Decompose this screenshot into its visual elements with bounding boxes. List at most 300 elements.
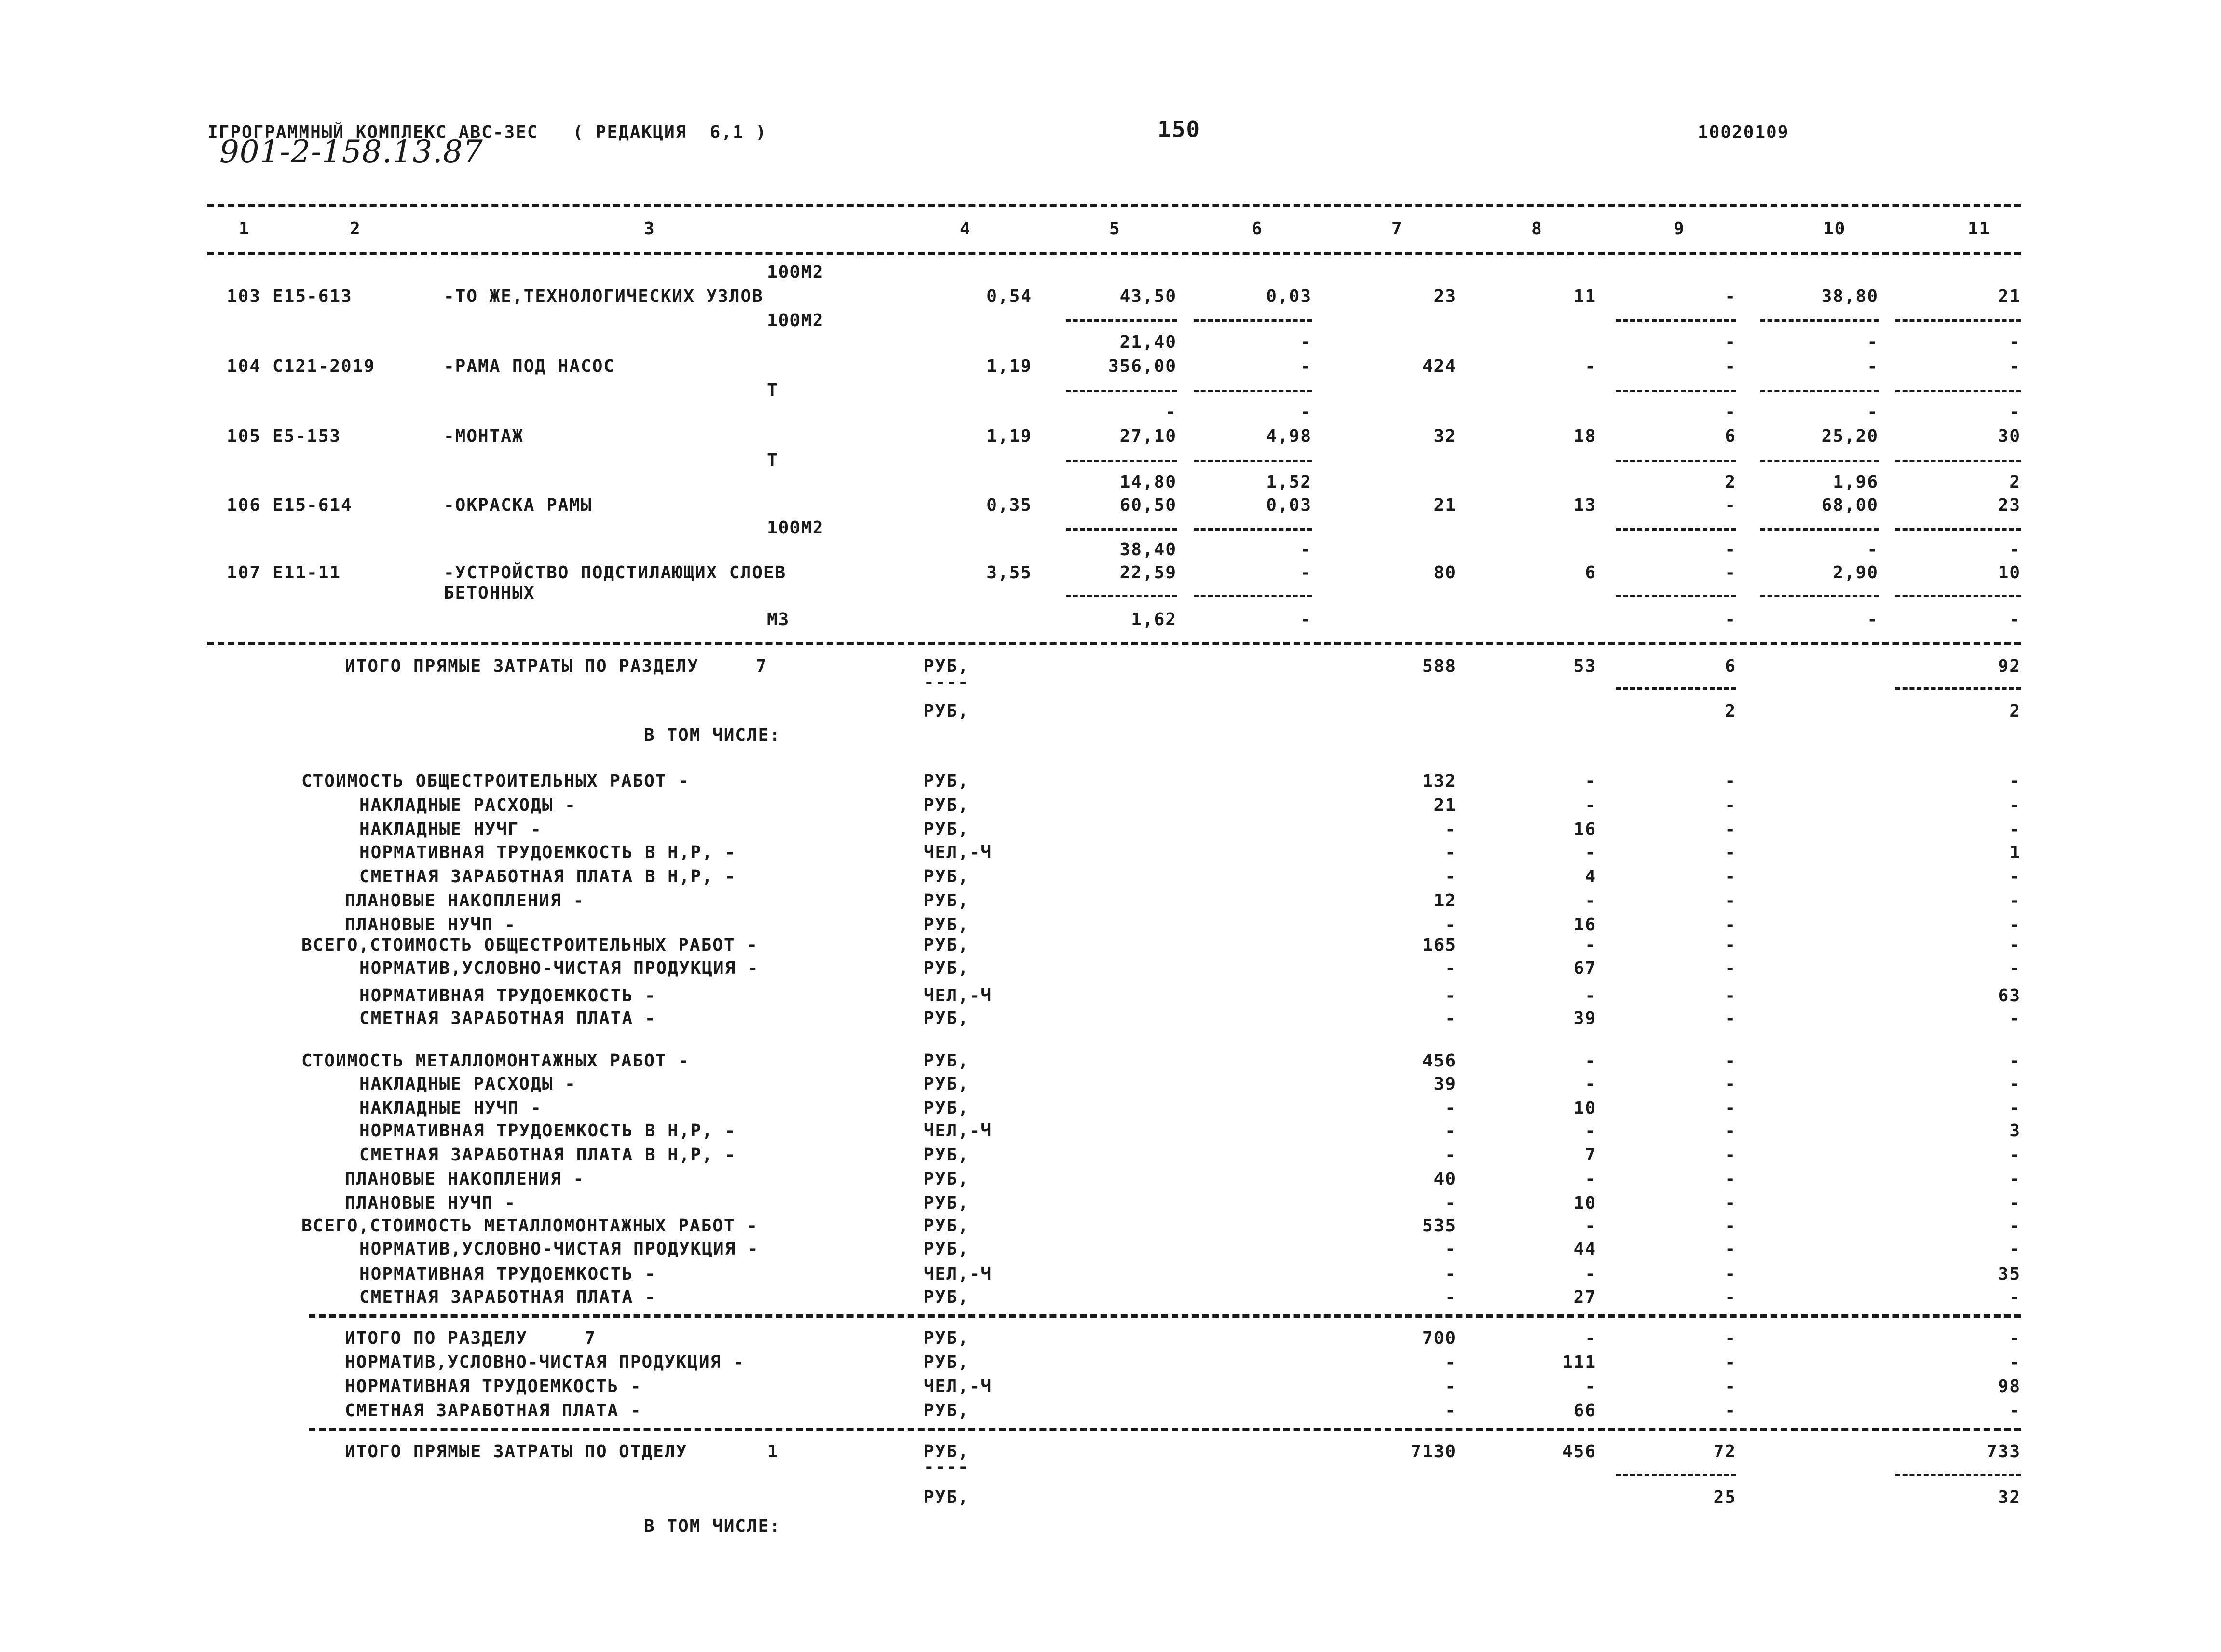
column-number-11: 11	[1968, 219, 1991, 239]
cell-c11-105: 30	[1998, 426, 2021, 446]
cell-b2-c9-5: -	[1725, 1169, 1736, 1189]
cell-b1-u5: РУБ,	[924, 891, 969, 911]
cell-b2-u9: ЧЕЛ,-Ч	[924, 1264, 993, 1284]
cell-c10-106: 68,00	[1821, 495, 1879, 515]
cell-b1-c11-8: -	[2009, 958, 2021, 978]
cell-c4-107: 3,55	[986, 563, 1032, 583]
cell-c6-107b: -	[1300, 610, 1312, 629]
cell-n105: 105	[227, 426, 261, 446]
column-number-8: 8	[1531, 219, 1543, 239]
cell-b2-c8-0: -	[1585, 1051, 1596, 1071]
column-underline	[1066, 528, 1177, 531]
column-underline	[1895, 319, 2021, 322]
cell-b2-c11-3: 3	[2009, 1121, 2021, 1141]
cell-c105: Е5-153	[273, 426, 341, 446]
cell-u106: 100М2	[767, 518, 824, 538]
program-header: ІГРОГРАММНЫЙ КОМПЛЕКС АВС-ЗЕС ( РЕДАКЦИЯ 6,1 )	[207, 123, 767, 142]
cell-b2-c7-3: -	[1445, 1121, 1457, 1141]
cell-b1-c11-3: 1	[2009, 843, 2021, 862]
column-underline	[1616, 460, 1736, 462]
cell-b1-c8-1: -	[1585, 795, 1596, 815]
cell-c106: Е15-614	[273, 495, 353, 515]
cell-b1-title: СТОИМОСТЬ ОБЩЕСТРОИТЕЛЬНЫХ РАБОТ -	[301, 771, 690, 791]
cell-b2-c11-7: -	[2009, 1216, 2021, 1236]
dashed-separator	[207, 642, 2021, 645]
cell-b1-c7-5: 12	[1433, 891, 1457, 911]
cell-b2-l9: НОРМАТИВНАЯ ТРУДОЕМКОСТЬ -	[359, 1264, 656, 1284]
cell-d107b: БЕТОННЫХ	[444, 583, 535, 603]
cell-c5-103: 43,50	[1119, 287, 1177, 306]
cell-c5-107b: 1,62	[1131, 610, 1177, 629]
cell-b1-l6: ПЛАНОВЫЕ НУЧП -	[345, 915, 517, 935]
cell-s3-u3: РУБ,	[924, 1401, 969, 1420]
cell-b2-c7-9: -	[1445, 1264, 1457, 1284]
cell-c5-105: 27,10	[1119, 426, 1177, 446]
cell-s3-c11-3: -	[2009, 1401, 2021, 1420]
cell-s3-l1: НОРМАТИВ,УСЛОВНО-ЧИСТАЯ ПРОДУКЦИЯ -	[345, 1352, 745, 1372]
cell-b1-c7-6: -	[1445, 915, 1457, 935]
cell-b1-c9-6: -	[1725, 915, 1736, 935]
cell-b2-c7-6: -	[1445, 1193, 1457, 1213]
cell-c9-107b: -	[1725, 610, 1736, 629]
cell-b1-l8: НОРМАТИВ,УСЛОВНО-ЧИСТАЯ ПРОДУКЦИЯ -	[359, 958, 759, 978]
cell-b2-u6: РУБ,	[924, 1193, 969, 1213]
cell-b1-c11-2: -	[2009, 819, 2021, 839]
cell-b2-c8-6: 10	[1573, 1193, 1596, 1213]
column-underline	[1194, 528, 1312, 531]
cell-b1-c7-8: -	[1445, 958, 1457, 978]
cell-b1-c9-10: -	[1725, 1009, 1736, 1028]
cell-b2-c7-4: -	[1445, 1145, 1457, 1165]
cell-s3-l3: СМЕТНАЯ ЗАРАБОТНАЯ ПЛАТА -	[345, 1401, 642, 1420]
cell-tot1-c9: 6	[1725, 656, 1736, 676]
cell-b2-l2: НАКЛАДНЫЕ НУЧП -	[359, 1098, 542, 1118]
cell-s3-c7-2: -	[1445, 1377, 1457, 1396]
cell-b1-u3: ЧЕЛ,-Ч	[924, 843, 993, 862]
cell-b2-c8-5: -	[1585, 1169, 1596, 1189]
column-underline	[1066, 319, 1177, 322]
cell-b1-l2: НАКЛАДНЫЕ НУЧГ -	[359, 819, 542, 839]
cell-d103: -ТО ЖЕ,ТЕХНОЛОГИЧЕСКИХ УЗЛОВ	[444, 287, 763, 306]
cell-b1-l10: СМЕТНАЯ ЗАРАБОТНАЯ ПЛАТА -	[359, 1009, 656, 1028]
cell-b1-c7-3: -	[1445, 843, 1457, 862]
cell-c5-106b: 38,40	[1119, 540, 1177, 560]
cell-c11-103b: -	[2009, 332, 2021, 352]
column-underline	[1616, 528, 1736, 531]
cell-b2-c9-3: -	[1725, 1121, 1736, 1141]
cell-b2-c7-2: -	[1445, 1098, 1457, 1118]
cell-b2-u8: РУБ,	[924, 1239, 969, 1259]
cell-c6-106: 0,03	[1266, 495, 1312, 515]
cell-tot1-unit2: РУБ,	[924, 701, 969, 721]
cell-b1-c8-3: -	[1585, 843, 1596, 862]
cell-s3-c11-2: 98	[1998, 1377, 2021, 1396]
cell-b2-u7: РУБ,	[924, 1216, 969, 1236]
cell-tot1-c8: 53	[1573, 656, 1596, 676]
cell-c10-107b: -	[1867, 610, 1879, 629]
cell-b1-c8-7: -	[1585, 935, 1596, 955]
cell-c6-107: -	[1300, 563, 1312, 583]
cell-tot1-c11b: 2	[2009, 701, 2021, 721]
cell-tot2-c7: 7130	[1411, 1442, 1457, 1461]
cell-c6-103: 0,03	[1266, 287, 1312, 306]
page-number: 150	[1158, 116, 1201, 142]
cell-b2-u1: РУБ,	[924, 1074, 969, 1094]
cell-c11-105b: 2	[2009, 472, 2021, 492]
cell-c11-104: -	[2009, 356, 2021, 376]
cell-b2-c11-0: -	[2009, 1051, 2021, 1071]
cell-c7-105: 32	[1433, 426, 1457, 446]
cell-b1-c11-10: -	[2009, 1009, 2021, 1028]
cell-c8-106: 13	[1573, 495, 1596, 515]
cell-s3-c11-0: -	[2009, 1328, 2021, 1348]
cell-tot1-dash: ----	[924, 672, 969, 692]
cell-b1-c8-10: 39	[1573, 1009, 1596, 1028]
cell-b2-l6: ПЛАНОВЫЕ НУЧП -	[345, 1193, 517, 1213]
cell-b2-c8-2: 10	[1573, 1098, 1596, 1118]
cell-c5-107: 22,59	[1119, 563, 1177, 583]
cell-b1-c9-1: -	[1725, 795, 1736, 815]
cell-b1-c11-5: -	[2009, 891, 2021, 911]
cell-b2-c9-8: -	[1725, 1239, 1736, 1259]
cell-c8-103: 11	[1573, 287, 1596, 306]
column-number-5: 5	[1109, 219, 1121, 239]
cell-tot2-label: ИТОГО ПРЯМЫЕ ЗАТРАТЫ ПО ОТДЕЛУ 1	[345, 1442, 779, 1461]
cell-s3-c7-0: 700	[1422, 1328, 1457, 1348]
column-underline	[1895, 528, 2021, 531]
cell-vtom2: В ТОМ ЧИСЛЕ:	[644, 1516, 781, 1536]
cell-b1-c8-6: 16	[1573, 915, 1596, 935]
cell-c10-104b: -	[1867, 402, 1879, 422]
cell-b1-c9-3: -	[1725, 843, 1736, 862]
cell-b2-c9-9: -	[1725, 1264, 1736, 1284]
cell-tot1-unit: РУБ,	[924, 656, 969, 676]
cell-b1-c7-9: -	[1445, 986, 1457, 1006]
cell-s3-c7-1: -	[1445, 1352, 1457, 1372]
cell-c4-105: 1,19	[986, 426, 1032, 446]
column-underline	[1066, 595, 1177, 597]
column-underline	[1760, 390, 1879, 392]
cell-c6-104b: -	[1300, 402, 1312, 422]
cell-b1-c11-6: -	[2009, 915, 2021, 935]
cell-b2-title: СТОИМОСТЬ МЕТАЛЛОМОНТАЖНЫХ РАБОТ -	[301, 1051, 690, 1071]
cell-b2-l10: СМЕТНАЯ ЗАРАБОТНАЯ ПЛАТА -	[359, 1287, 656, 1307]
cell-c7-107: 80	[1433, 563, 1457, 583]
cell-c11-107b: -	[2009, 610, 2021, 629]
cell-d104: -РАМА ПОД НАСОС	[444, 356, 615, 376]
cell-c9-104: -	[1725, 356, 1736, 376]
cell-b2-l3: НОРМАТИВНАЯ ТРУДОЕМКОСТЬ В Н,Р, -	[359, 1121, 736, 1141]
cell-b2-c11-6: -	[2009, 1193, 2021, 1213]
cell-u103a: 100М2	[767, 262, 824, 282]
cell-b1-l4: СМЕТНАЯ ЗАРАБОТНАЯ ПЛАТА В Н,Р, -	[359, 867, 736, 887]
cell-c7-104: 424	[1422, 356, 1457, 376]
cell-b1-c9-0: -	[1725, 771, 1736, 791]
cell-b1-c9-9: -	[1725, 986, 1736, 1006]
cell-c4-103: 0,54	[986, 287, 1032, 306]
cell-s3-c9-2: -	[1725, 1377, 1736, 1396]
cell-b2-l8: НОРМАТИВ,УСЛОВНО-ЧИСТАЯ ПРОДУКЦИЯ -	[359, 1239, 759, 1259]
cell-b2-c11-8: -	[2009, 1239, 2021, 1259]
cell-b1-c9-2: -	[1725, 819, 1736, 839]
column-underline	[1760, 460, 1879, 462]
cell-s3-c11-1: -	[2009, 1352, 2021, 1372]
cell-b2-c7-8: -	[1445, 1239, 1457, 1259]
column-number-1: 1	[239, 219, 250, 239]
cell-b1-c9-4: -	[1725, 867, 1736, 887]
cell-b2-c7-0: 456	[1422, 1051, 1457, 1071]
cell-c107: Е11-11	[273, 563, 341, 583]
column-underline	[1895, 595, 2021, 597]
cell-b2-u2: РУБ,	[924, 1098, 969, 1118]
cell-b2-c8-4: 7	[1585, 1145, 1596, 1165]
cell-b2-u5: РУБ,	[924, 1169, 969, 1189]
cell-b1-l3: НОРМАТИВНАЯ ТРУДОЕМКОСТЬ В Н,Р, -	[359, 843, 736, 862]
cell-b2-c7-7: 535	[1422, 1216, 1457, 1236]
dashed-separator	[207, 252, 2021, 255]
cell-b1-c8-9: -	[1585, 986, 1596, 1006]
cell-c10-104: -	[1867, 356, 1879, 376]
cell-b2-c9-10: -	[1725, 1287, 1736, 1307]
cell-c11-106: 23	[1998, 495, 2021, 515]
cell-s3-c9-1: -	[1725, 1352, 1736, 1372]
cell-b2-l5: ПЛАНОВЫЕ НАКОПЛЕНИЯ -	[345, 1169, 585, 1189]
cell-b2-l4: СМЕТНАЯ ЗАРАБОТНАЯ ПЛАТА В Н,Р, -	[359, 1145, 736, 1165]
cell-tot2-c11b: 32	[1998, 1488, 2021, 1507]
cell-c9-103: -	[1725, 287, 1736, 306]
cell-b2-c8-3: -	[1585, 1121, 1596, 1141]
cell-s3-c9-0: -	[1725, 1328, 1736, 1348]
cell-u104: Т	[767, 381, 778, 400]
column-underline	[1616, 687, 1736, 690]
cell-c7-106: 21	[1433, 495, 1457, 515]
cell-n106: 106	[227, 495, 261, 515]
cell-b2-u3: ЧЕЛ,-Ч	[924, 1121, 993, 1141]
cell-s3-u2: ЧЕЛ,-Ч	[924, 1377, 993, 1396]
cell-s3-u0: РУБ,	[924, 1328, 969, 1348]
cell-c5-103b: 21,40	[1119, 332, 1177, 352]
cell-b1-l1: НАКЛАДНЫЕ РАСХОДЫ -	[359, 795, 576, 815]
cell-c9-107: -	[1725, 563, 1736, 583]
cell-c6-103b: -	[1300, 332, 1312, 352]
column-underline	[1616, 319, 1736, 322]
cell-b2-c8-9: -	[1585, 1264, 1596, 1284]
column-number-7: 7	[1391, 219, 1403, 239]
cell-d107a: -УСТРОЙСТВО ПОДСТИЛАЮЩИХ СЛОЕВ	[444, 563, 787, 583]
cell-b2-c9-0: -	[1725, 1051, 1736, 1071]
cell-b1-c7-7: 165	[1422, 935, 1457, 955]
cell-b2-c7-10: -	[1445, 1287, 1457, 1307]
document-code: 10020109	[1698, 123, 1789, 142]
cell-b1-u1: РУБ,	[924, 795, 969, 815]
cell-c9-103b: -	[1725, 332, 1736, 352]
cell-tot2-c9: 72	[1713, 1442, 1736, 1461]
column-underline	[1194, 460, 1312, 462]
cell-u103b: 100М2	[767, 311, 824, 330]
cell-b1-c9-8: -	[1725, 958, 1736, 978]
cell-b2-l1: НАКЛАДНЫЕ РАСХОДЫ -	[359, 1074, 576, 1094]
cell-b2-c9-4: -	[1725, 1145, 1736, 1165]
cell-tot1-label: ИТОГО ПРЯМЫЕ ЗАТРАТЫ ПО РАЗДЕЛУ 7	[345, 656, 767, 676]
column-underline	[1895, 1474, 2021, 1476]
cell-b1-u9: ЧЕЛ,-Ч	[924, 986, 993, 1006]
cell-b1-c11-9: 63	[1998, 986, 2021, 1006]
cell-c103: Е15-613	[273, 287, 353, 306]
cell-vtom1: В ТОМ ЧИСЛЕ:	[644, 725, 781, 745]
column-underline	[1895, 460, 2021, 462]
cell-c5-106: 60,50	[1119, 495, 1177, 515]
cell-b1-c9-5: -	[1725, 891, 1736, 911]
cell-b1-u0: РУБ,	[924, 771, 969, 791]
column-underline	[1616, 1474, 1736, 1476]
cell-b2-c8-10: 27	[1573, 1287, 1596, 1307]
cell-u105: Т	[767, 451, 778, 470]
cell-d105: -МОНТАЖ	[444, 426, 524, 446]
cell-b1-l7: ВСЕГО,СТОИМОСТЬ ОБЩЕСТРОИТЕЛЬНЫХ РАБОТ -	[301, 935, 758, 955]
cell-b1-u4: РУБ,	[924, 867, 969, 887]
dashed-separator	[309, 1428, 2021, 1431]
cell-c9-106: -	[1725, 495, 1736, 515]
column-underline	[1760, 595, 1879, 597]
cell-c6-105b: 1,52	[1266, 472, 1312, 492]
column-underline	[1194, 390, 1312, 392]
cell-n104: 104	[227, 356, 261, 376]
cell-s3-c8-0: -	[1585, 1328, 1596, 1348]
cell-c7-103: 23	[1433, 287, 1457, 306]
cell-b2-c9-7: -	[1725, 1216, 1736, 1236]
cell-b2-c7-1: 39	[1433, 1074, 1457, 1094]
column-underline	[1616, 390, 1736, 392]
dashed-separator	[207, 204, 2021, 207]
cell-tot1-c7: 588	[1422, 656, 1457, 676]
cell-b1-c7-10: -	[1445, 1009, 1457, 1028]
cell-b2-c11-2: -	[2009, 1098, 2021, 1118]
cell-s3-u1: РУБ,	[924, 1352, 969, 1372]
cell-b2-c9-2: -	[1725, 1098, 1736, 1118]
cell-b1-c8-0: -	[1585, 771, 1596, 791]
column-number-6: 6	[1252, 219, 1263, 239]
cell-c5-104b: -	[1165, 402, 1177, 422]
column-number-3: 3	[644, 219, 655, 239]
cell-b1-u6: РУБ,	[924, 915, 969, 935]
cell-b1-c11-4: -	[2009, 867, 2021, 887]
cell-b2-c11-5: -	[2009, 1169, 2021, 1189]
cell-c11-104b: -	[2009, 402, 2021, 422]
dashed-separator	[309, 1314, 2021, 1318]
cell-tot2-unit2: РУБ,	[924, 1488, 969, 1507]
cell-c8-105: 18	[1573, 426, 1596, 446]
cell-b2-u4: РУБ,	[924, 1145, 969, 1165]
cell-c11-103: 21	[1998, 287, 2021, 306]
cell-c9-106b: -	[1725, 540, 1736, 560]
column-number-10: 10	[1823, 219, 1846, 239]
cell-tot1-c9b: 2	[1725, 701, 1736, 721]
cell-c10-105b: 1,96	[1833, 472, 1879, 492]
cell-s3-c9-3: -	[1725, 1401, 1736, 1420]
column-underline	[1066, 460, 1177, 462]
cell-b1-c11-7: -	[2009, 935, 2021, 955]
cell-tot2-c9b: 25	[1713, 1488, 1736, 1507]
cell-s3-l2: НОРМАТИВНАЯ ТРУДОЕМКОСТЬ -	[345, 1377, 642, 1396]
cell-b1-u8: РУБ,	[924, 958, 969, 978]
cell-b1-c7-4: -	[1445, 867, 1457, 887]
column-underline	[1760, 319, 1879, 322]
cell-b2-u0: РУБ,	[924, 1051, 969, 1071]
column-underline	[1895, 390, 2021, 392]
cell-b1-c7-2: -	[1445, 819, 1457, 839]
column-underline	[1616, 595, 1736, 597]
column-number-9: 9	[1674, 219, 1685, 239]
cell-d106: -ОКРАСКА РАМЫ	[444, 495, 592, 515]
cell-c5-104: 356,00	[1108, 356, 1177, 376]
cell-c6-105: 4,98	[1266, 426, 1312, 446]
cell-c4-106: 0,35	[986, 495, 1032, 515]
cell-b1-l9: НОРМАТИВНАЯ ТРУДОЕМКОСТЬ -	[359, 986, 656, 1006]
cell-b1-c8-8: 67	[1573, 958, 1596, 978]
cell-tot2-c8: 456	[1562, 1442, 1596, 1461]
cell-b2-c8-7: -	[1585, 1216, 1596, 1236]
column-number-2: 2	[350, 219, 361, 239]
cell-tot1-c11: 92	[1998, 656, 2021, 676]
column-underline	[1194, 319, 1312, 322]
cell-b2-c9-1: -	[1725, 1074, 1736, 1094]
cell-c8-104: -	[1585, 356, 1596, 376]
column-underline	[1194, 595, 1312, 597]
cell-b1-c11-0: -	[2009, 771, 2021, 791]
cell-c9-105: 6	[1725, 426, 1736, 446]
cell-c10-105: 25,20	[1821, 426, 1879, 446]
cell-c10-106b: -	[1867, 540, 1879, 560]
cell-b1-c7-1: 21	[1433, 795, 1457, 815]
cell-c104: С121-2019	[273, 356, 376, 376]
cell-b1-u7: РУБ,	[924, 935, 969, 955]
cell-b1-c8-4: 4	[1585, 867, 1596, 887]
cell-s3-c8-2: -	[1585, 1377, 1596, 1396]
cell-c9-104b: -	[1725, 402, 1736, 422]
column-underline	[1895, 687, 2021, 690]
cell-b2-l7: ВСЕГО,СТОИМОСТЬ МЕТАЛЛОМОНТАЖНЫХ РАБОТ -	[301, 1216, 758, 1236]
cell-c10-103b: -	[1867, 332, 1879, 352]
cell-b2-c11-1: -	[2009, 1074, 2021, 1094]
cell-b2-c11-9: 35	[1998, 1264, 2021, 1284]
cell-s3-c8-1: 111	[1562, 1352, 1596, 1372]
cell-n107: 107	[227, 563, 261, 583]
cell-b2-c7-5: 40	[1433, 1169, 1457, 1189]
cell-b1-c9-7: -	[1725, 935, 1736, 955]
cell-b2-c8-1: -	[1585, 1074, 1596, 1094]
cell-b1-u2: РУБ,	[924, 819, 969, 839]
cell-c6-104: -	[1300, 356, 1312, 376]
cell-c11-107: 10	[1998, 563, 2021, 583]
cell-b2-c9-6: -	[1725, 1193, 1736, 1213]
cell-c6-106b: -	[1300, 540, 1312, 560]
cell-c4-104: 1,19	[986, 356, 1032, 376]
cell-u107: М3	[767, 610, 790, 629]
cell-c9-105b: 2	[1725, 472, 1736, 492]
handwritten-reference: 901-2-158.13.87	[219, 134, 483, 170]
cell-c11-106b: -	[2009, 540, 2021, 560]
cell-b1-c11-1: -	[2009, 795, 2021, 815]
cell-b2-c11-10: -	[2009, 1287, 2021, 1307]
cell-b2-c8-8: 44	[1573, 1239, 1596, 1259]
cell-tot2-dash: ----	[924, 1457, 969, 1477]
cell-c10-107: 2,90	[1833, 563, 1879, 583]
cell-b2-c11-4: -	[2009, 1145, 2021, 1165]
cell-b1-c8-5: -	[1585, 891, 1596, 911]
cell-n103: 103	[227, 287, 261, 306]
column-number-4: 4	[960, 219, 971, 239]
cell-b1-u10: РУБ,	[924, 1009, 969, 1028]
